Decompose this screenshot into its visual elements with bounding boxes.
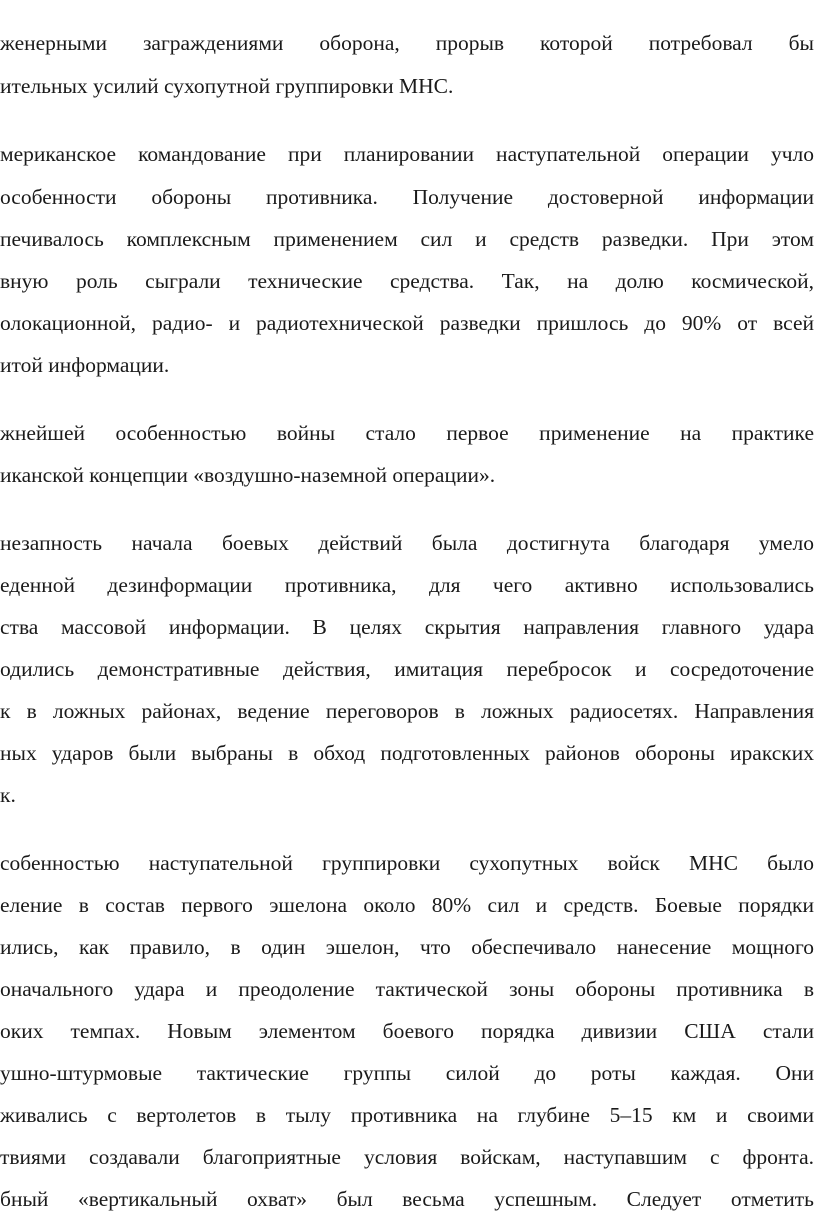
text-line: твиями создавали благоприятные условия войскам, наступавшим с фронта. <box>0 1145 814 1169</box>
text-line: одились демонстративные действия, имитация перебросок и сосредоточение <box>0 657 814 681</box>
text-line: еденной дезинформации противника, для чего активно использовались <box>0 573 814 597</box>
text-line: ства массовой информации. В целях скрытия направления главного удара <box>0 615 814 639</box>
text-line: к. <box>0 783 16 807</box>
text-line: мериканское командование при планировании наступательной операции учло <box>0 142 814 166</box>
text-line: живались с вертолетов в тылу противника на глубине 5–15 км и своими <box>0 1103 814 1127</box>
text-line: жнейшей особенностью войны стало первое применение на практике <box>0 421 814 445</box>
text-line: особенности обороны противника. Получение достоверной информации <box>0 185 814 209</box>
text-line: ительных усилий сухопутной группировки МНС. <box>0 74 454 98</box>
text-line: ушно-штурмовые тактические группы силой до роты каждая. Они <box>0 1061 814 1085</box>
text-line: еление в состав первого эшелона около 80% сил и средств. Боевые порядки <box>0 893 814 917</box>
text-line: олокационной, радио- и радиотехнической разведки пришлось до 90% от всей <box>0 311 814 335</box>
text-line: собенностью наступательной группировки сухопутных войск МНС было <box>0 851 814 875</box>
text-line: печивалось комплексным применением сил и средств разведки. При этом <box>0 227 814 251</box>
text-line: ились, как правило, в один эшелон, что обеспечивало нанесение мощного <box>0 935 814 959</box>
text-line: оких темпах. Новым элементом боевого порядка дивизии США стали <box>0 1019 814 1043</box>
text-line: к в ложных районах, ведение переговоров в ложных радиосетях. Направления <box>0 699 814 723</box>
text-line: женерными заграждениями оборона, прорыв которой потребовал бы <box>0 31 814 55</box>
text-line: вную роль сыграли технические средства. Так, на долю космической, <box>0 269 814 293</box>
text-line: итой информации. <box>0 353 170 377</box>
text-line: бный «вертикальный охват» был весьма успешным. Следует отметить <box>0 1187 814 1211</box>
text-line: оначального удара и преодоление тактической зоны обороны противника в <box>0 977 814 1001</box>
text-line: незапность начала боевых действий была достигнута благодаря умело <box>0 531 814 555</box>
text-line: ных ударов были выбраны в обход подготовленных районов обороны иракских <box>0 741 814 765</box>
text-line: иканской концепции «воздушно-наземной операции». <box>0 463 496 487</box>
